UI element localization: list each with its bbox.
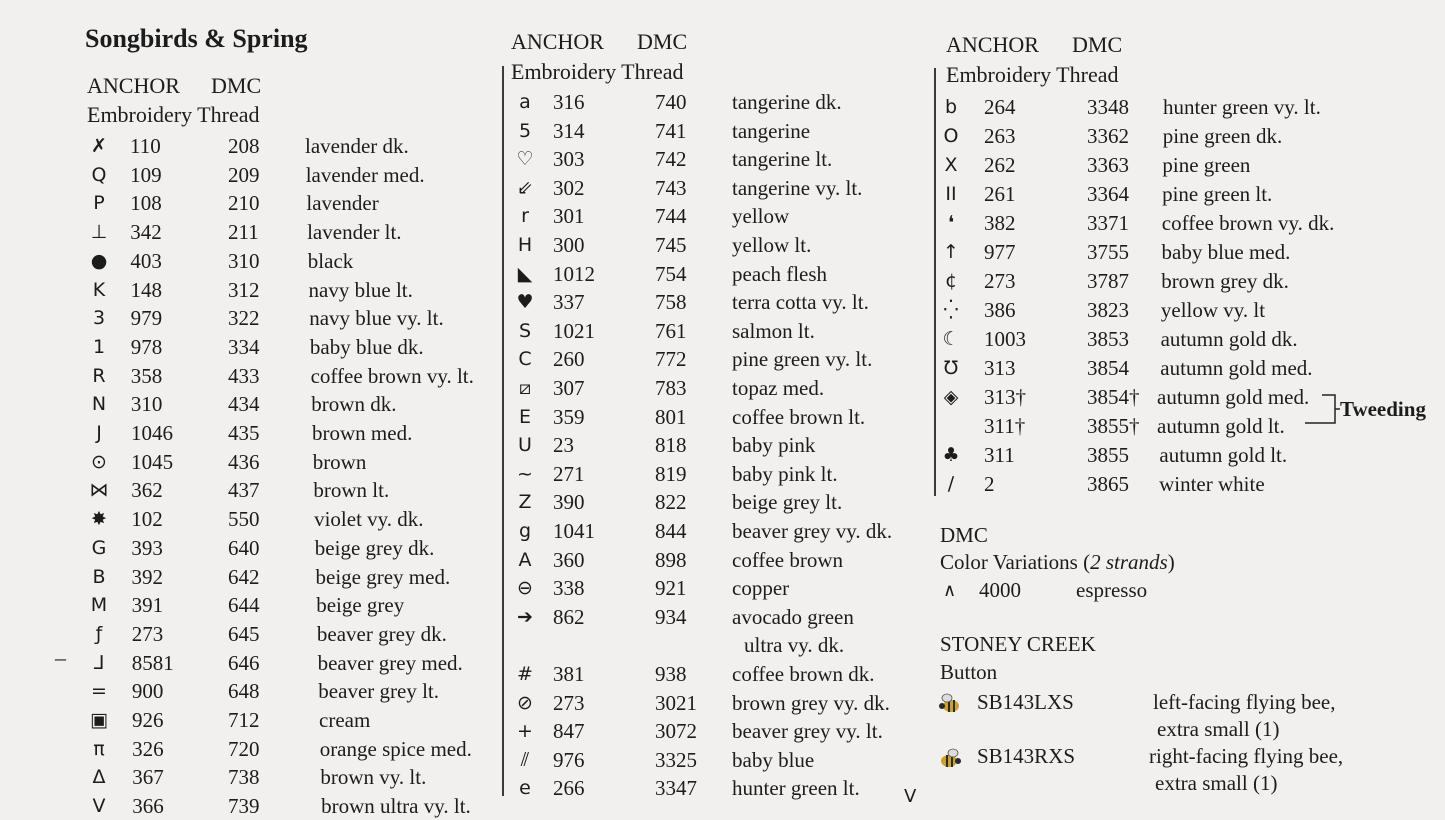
color-name: coffee brown vy. dk. [1161, 211, 1335, 235]
anchor-number: 362 [131, 478, 163, 503]
col1-dmc-header: DMC [211, 73, 262, 98]
symbol-glyph: Z [518, 491, 532, 514]
symbol-glyph: ☾ [942, 328, 960, 350]
col2-anchor-header: ANCHOR [511, 29, 604, 54]
color-name: tangerine [732, 118, 811, 143]
anchor-number: 862 [553, 604, 585, 629]
dmc-number: 3362 [1087, 124, 1129, 148]
dmc-number: 3853 [1087, 327, 1129, 351]
color-name: brown ultra vy. lt. [321, 794, 471, 819]
symbol-glyph: S [518, 319, 532, 342]
symbol-glyph: A [518, 548, 532, 571]
tweeding-bracket [1300, 390, 1340, 430]
dmc-number: 642 [228, 564, 260, 589]
symbol-glyph: b [944, 96, 958, 118]
dmc-number: 437 [228, 478, 260, 503]
color-name: autumn gold lt. [1159, 443, 1288, 467]
color-name: brown [312, 449, 367, 474]
anchor-number: 303 [553, 147, 585, 172]
symbol-glyph: U [518, 434, 532, 457]
color-name: avocado green [732, 604, 854, 629]
col3-thread-header: Embroidery Thread [946, 62, 1119, 87]
color-name: baby blue med. [1161, 240, 1291, 264]
variations-number: 4000 [979, 578, 1021, 602]
color-name: beaver grey med. [317, 650, 463, 675]
symbol-glyph: ⇙ [517, 176, 533, 199]
dmc-number: 819 [655, 461, 687, 486]
dmc-number: 720 [228, 736, 260, 761]
color-name: hunter green vy. lt. [1163, 95, 1321, 119]
symbol-glyph: K [92, 278, 106, 301]
symbol-glyph: ~ [517, 462, 533, 485]
dmc-number: 742 [655, 147, 687, 172]
symbol-glyph: + [517, 720, 533, 743]
anchor-number: 266 [553, 776, 585, 801]
anchor-number: 926 [132, 708, 164, 732]
symbol-glyph: ⊘ [517, 691, 533, 714]
color-name: lavender [306, 191, 379, 216]
dmc-number: 434 [228, 392, 260, 417]
anchor-number: 262 [984, 153, 1016, 177]
symbol-glyph: Q [91, 163, 107, 186]
anchor-number: 337 [553, 290, 585, 315]
symbol-glyph: 3 [92, 307, 106, 330]
dmc-number: 3364 [1087, 182, 1129, 206]
symbol-glyph: ⅃ [93, 651, 105, 674]
col2-thread-header: Embroidery Thread [511, 59, 684, 84]
color-name: beige grey med. [315, 564, 451, 589]
color-name: cream [319, 708, 371, 732]
col1-thread-header: Embroidery Thread [87, 102, 260, 127]
color-name: beige grey lt. [732, 490, 843, 515]
symbol-glyph: ◣ [517, 262, 533, 285]
dmc-number: 322 [228, 306, 260, 331]
dmc-number: 3347 [655, 776, 697, 801]
symbol-glyph: π [93, 737, 105, 760]
symbol-glyph: Δ [92, 766, 106, 789]
stoney-desc-2b: extra small (1) [1155, 771, 1278, 795]
color-name: brown vy. lt. [320, 765, 427, 790]
dmc-number: 740 [655, 90, 687, 114]
symbol-glyph: ↑ [943, 241, 959, 263]
dmc-number: 3755 [1087, 240, 1129, 264]
bee-left-icon [938, 692, 962, 714]
dmc-number: 783 [655, 376, 687, 400]
anchor-number: 311 [984, 443, 1015, 467]
col2-dmc-header: DMC [637, 29, 688, 54]
color-name: pine green vy. lt. [732, 347, 873, 372]
dmc-number: 550 [228, 507, 260, 532]
symbol-glyph: g [518, 520, 532, 542]
color-name: navy blue vy. lt. [309, 306, 444, 331]
anchor-number: 360 [553, 547, 585, 572]
stoney-desc-1b: extra small (1) [1157, 717, 1280, 741]
stoney-code-2: SB143RXS [977, 744, 1076, 768]
color-name: violet vy. dk. [314, 507, 424, 532]
color-name: brown dk. [311, 392, 397, 417]
anchor-number: 273 [131, 621, 164, 646]
stoney-sub: Button [940, 660, 998, 684]
variations-label: Color Variations (2 strands) [940, 550, 1175, 574]
symbol-glyph: ❛ [947, 212, 955, 234]
stoney-desc-2: right-facing flying bee, [1149, 744, 1344, 768]
dmc-number: 3363 [1087, 153, 1129, 177]
color-name: salmon lt. [732, 318, 815, 343]
variations-heading: DMC [940, 523, 988, 547]
symbol-glyph: ➔ [517, 605, 533, 628]
dmc-number: 739 [228, 794, 260, 819]
anchor-number: 310 [130, 392, 163, 417]
dmc-number: 754 [655, 261, 687, 286]
anchor-number: 979 [130, 306, 163, 331]
color-name: baby blue [732, 747, 815, 772]
dmc-number: 3072 [655, 719, 697, 744]
dmc-number: 844 [655, 519, 687, 543]
anchor-number: 271 [553, 461, 585, 486]
color-name: terra cotta vy. lt. [732, 290, 869, 315]
dmc-number: 3371 [1087, 211, 1129, 235]
dmc-number: 646 [228, 650, 260, 675]
anchor-number: 392 [131, 564, 163, 589]
color-name: baby blue dk. [309, 334, 424, 359]
dmc-number: 211 [228, 220, 259, 245]
color-name: coffee brown lt. [732, 404, 866, 429]
color-name: yellow [732, 204, 790, 229]
anchor-number: 358 [130, 363, 163, 388]
dmc-number: 3854† [1087, 385, 1140, 409]
dmc-number: 801 [655, 404, 687, 429]
dmc-number: 934 [655, 604, 687, 629]
tweeding-label: Tweeding [1340, 397, 1426, 421]
dmc-number: 208 [228, 134, 260, 158]
color-name: autumn gold med. [1160, 356, 1313, 380]
dmc-number: 436 [228, 449, 260, 474]
dmc-number: 3865 [1087, 472, 1129, 496]
symbol-glyph: ♥ [516, 291, 534, 314]
anchor-number: 381 [553, 662, 585, 686]
color-name: lavender dk. [305, 134, 409, 158]
anchor-number: 148 [130, 277, 162, 302]
symbol-glyph: II [945, 183, 957, 205]
dmc-number: 3855† [1087, 414, 1140, 438]
anchor-number: 390 [553, 490, 585, 515]
dmc-number: 744 [655, 204, 687, 229]
symbol-glyph: X [944, 154, 958, 176]
color-name: yellow vy. lt [1160, 298, 1266, 322]
dmc-number: 712 [228, 708, 260, 732]
anchor-number: 391 [131, 593, 164, 618]
color-name: beige grey [316, 593, 405, 618]
anchor-number: 359 [553, 404, 585, 429]
dmc-number: 938 [655, 662, 687, 686]
color-name: copper [732, 576, 790, 601]
symbol-glyph: V [92, 795, 106, 818]
dmc-number: 3787 [1087, 269, 1129, 293]
color-name: pine green lt. [1162, 182, 1273, 206]
dmc-number: 741 [655, 118, 687, 143]
symbol-glyph: # [517, 663, 533, 685]
bottom-mark: V [904, 786, 917, 807]
dmc-number: 921 [655, 576, 687, 601]
dmc-number: 433 [228, 363, 260, 388]
symbol-glyph: a [519, 91, 531, 113]
anchor-number: 1003 [984, 327, 1026, 351]
anchor-number: 1021 [553, 318, 595, 343]
color-name: yellow lt. [732, 233, 812, 257]
anchor-number: 342 [130, 220, 162, 245]
dmc-number: 818 [655, 433, 687, 458]
dmc-number: 743 [655, 175, 687, 200]
anchor-number: 110 [130, 134, 161, 158]
anchor-number: 108 [130, 191, 162, 216]
anchor-number: 311† [984, 414, 1026, 438]
symbol-glyph: 5 [518, 119, 532, 142]
margin-mark: – [55, 645, 66, 670]
anchor-number: 366 [132, 794, 164, 819]
symbol-glyph: ƒ [95, 622, 103, 645]
symbol-glyph: H [517, 234, 533, 256]
symbol-glyph: C [518, 348, 532, 371]
anchor-number: 313 [984, 356, 1016, 380]
dmc-number: 3855 [1087, 443, 1129, 467]
symbol-glyph: ⫽ [520, 748, 530, 771]
symbol-glyph: J [96, 422, 102, 444]
dmc-number: 310 [228, 248, 260, 273]
symbol-glyph: e [519, 777, 531, 800]
color-name: navy blue lt. [308, 277, 413, 302]
dmc-number: 3021 [655, 690, 697, 715]
variations-name: espresso [1076, 578, 1148, 602]
stoney-heading: STONEY CREEK [940, 632, 1096, 656]
anchor-number: 261 [984, 182, 1016, 206]
column-divider [934, 68, 936, 496]
dmc-number: 209 [228, 162, 260, 187]
anchor-number: 386 [984, 298, 1016, 322]
stoney-desc-1: left-facing flying bee, [1153, 690, 1336, 714]
symbol-glyph: = [91, 680, 107, 703]
anchor-number: 382 [984, 211, 1016, 235]
symbol-glyph: ♡ [516, 148, 534, 171]
chart-title: Songbirds & Spring [85, 24, 308, 53]
symbol-glyph: ✸ [91, 508, 107, 531]
anchor-number: 313† [984, 385, 1026, 409]
dmc-number: 645 [228, 621, 260, 646]
anchor-number: 1041 [553, 519, 595, 543]
anchor-number: 260 [553, 347, 585, 372]
anchor-number: 1046 [131, 421, 173, 445]
symbol-glyph: ✗ [91, 135, 107, 157]
dmc-number: 334 [228, 334, 260, 359]
dmc-number: 644 [228, 593, 260, 618]
color-name: coffee brown [732, 547, 843, 572]
color-name: autumn gold lt. [1157, 414, 1285, 438]
anchor-number: 301 [553, 204, 585, 229]
color-name: pine green dk. [1162, 124, 1283, 148]
dmc-number: 3823 [1087, 298, 1129, 322]
color-name: brown grey vy. dk. [732, 690, 890, 715]
col3-dmc-header: DMC [1072, 32, 1123, 57]
anchor-number: 273 [553, 690, 585, 715]
anchor-number: 978 [130, 334, 163, 359]
color-name: brown med. [312, 421, 413, 445]
color-name: lavender med. [305, 162, 425, 187]
symbol-glyph: R [92, 364, 106, 387]
dmc-number: 822 [655, 490, 687, 515]
dmc-number: 745 [655, 233, 687, 257]
dmc-number: 3348 [1087, 95, 1129, 119]
symbol-glyph: ⊥ [90, 221, 108, 244]
anchor-number: 338 [553, 576, 585, 601]
anchor-number: 307 [553, 376, 585, 400]
anchor-number: 273 [984, 269, 1016, 293]
color-name: autumn gold med. [1157, 385, 1310, 409]
color-name: tangerine vy. lt. [732, 175, 863, 200]
dmc-number: 898 [655, 547, 687, 572]
anchor-number: 403 [130, 248, 162, 273]
color-name: beaver grey lt. [318, 679, 439, 704]
color-name: hunter green lt. [732, 776, 860, 801]
dmc-number: 738 [228, 765, 260, 790]
anchor-number: 977 [984, 240, 1016, 264]
color-name: orange spice med. [319, 736, 472, 761]
color-name: coffee brown dk. [732, 662, 875, 686]
anchor-number: 1012 [553, 261, 595, 286]
dmc-number: 312 [228, 277, 260, 302]
color-name: autumn gold dk. [1160, 327, 1298, 351]
symbol-glyph: 1 [92, 335, 106, 358]
color-name: tangerine dk. [732, 90, 842, 114]
anchor-number: 326 [132, 736, 164, 761]
col1-anchor-header: ANCHOR [87, 73, 180, 98]
anchor-number: 367 [132, 765, 164, 790]
color-name: brown grey dk. [1161, 269, 1289, 293]
symbol-glyph: r [521, 205, 529, 228]
symbol-glyph: ⁛ [943, 299, 959, 321]
dmc-number: 3325 [655, 747, 697, 772]
color-name: ultra vy. dk. [744, 633, 845, 658]
color-name: brown lt. [313, 478, 390, 503]
symbol-glyph: M [90, 594, 108, 617]
symbol-glyph: ⊖ [517, 577, 533, 600]
col3-anchor-header: ANCHOR [946, 32, 1039, 57]
bee-right-icon [938, 747, 962, 769]
anchor-number: 316 [553, 90, 585, 114]
anchor-number: 847 [553, 719, 585, 744]
color-name: tangerine lt. [732, 147, 833, 172]
anchor-number: 264 [984, 95, 1016, 119]
color-name: beige grey dk. [314, 535, 435, 560]
symbol-glyph: ⋈ [89, 479, 109, 502]
symbol-glyph: ◈ [943, 386, 959, 408]
symbol-glyph: E [518, 405, 531, 428]
color-name: beaver grey vy. dk. [732, 519, 893, 543]
color-name: black [307, 248, 354, 273]
anchor-number: 1045 [131, 449, 174, 474]
symbol-glyph: ▣ [90, 709, 108, 731]
anchor-number: 302 [553, 175, 585, 200]
color-name: beaver grey dk. [316, 621, 447, 646]
dmc-number: 772 [655, 347, 687, 372]
dmc-number: 640 [228, 535, 260, 560]
color-name: topaz med. [732, 376, 825, 400]
symbol-glyph: ¢ [944, 270, 958, 292]
anchor-number: 300 [553, 233, 585, 257]
dmc-number: 758 [655, 290, 687, 315]
symbol-glyph: O [943, 125, 959, 147]
symbol-glyph: N [91, 393, 107, 416]
dmc-number: 761 [655, 318, 687, 343]
dmc-number: 435 [228, 421, 260, 445]
symbol-glyph: ⊙ [91, 450, 107, 473]
dmc-number: 648 [228, 679, 260, 704]
color-name: peach flesh [732, 261, 828, 286]
anchor-number: 900 [131, 679, 164, 704]
color-name: winter white [1159, 472, 1265, 496]
anchor-number: 393 [131, 535, 163, 560]
anchor-number: 102 [131, 507, 163, 532]
anchor-number: 2 [984, 472, 995, 496]
anchor-number: 109 [130, 162, 162, 187]
stoney-code-1: SB143LXS [977, 690, 1074, 714]
symbol-glyph: ● [90, 249, 108, 272]
symbol-glyph: Ʊ [943, 357, 959, 379]
color-name: baby pink [732, 433, 816, 458]
anchor-number: 263 [984, 124, 1016, 148]
symbol-glyph: B [92, 565, 106, 588]
symbol-glyph: ⧄ [518, 377, 532, 399]
column-divider [502, 66, 504, 796]
color-name: beaver grey vy. lt. [732, 719, 883, 744]
anchor-number: 23 [553, 433, 574, 458]
symbol-glyph: ∕ [947, 473, 955, 495]
color-name: baby pink lt. [732, 461, 838, 486]
variations-symbol: ∧ [943, 580, 957, 601]
dmc-number: 3854 [1087, 356, 1129, 380]
anchor-number: 976 [553, 747, 585, 772]
color-name: pine green [1162, 153, 1251, 177]
symbol-glyph: ♣ [942, 444, 960, 466]
color-name: lavender lt. [307, 220, 402, 245]
symbol-glyph: P [93, 192, 105, 215]
anchor-number: 314 [553, 118, 585, 143]
color-name: coffee brown vy. lt. [310, 363, 474, 388]
anchor-number: 8581 [131, 650, 174, 675]
dmc-number: 210 [228, 191, 260, 216]
symbol-glyph: G [91, 536, 107, 559]
